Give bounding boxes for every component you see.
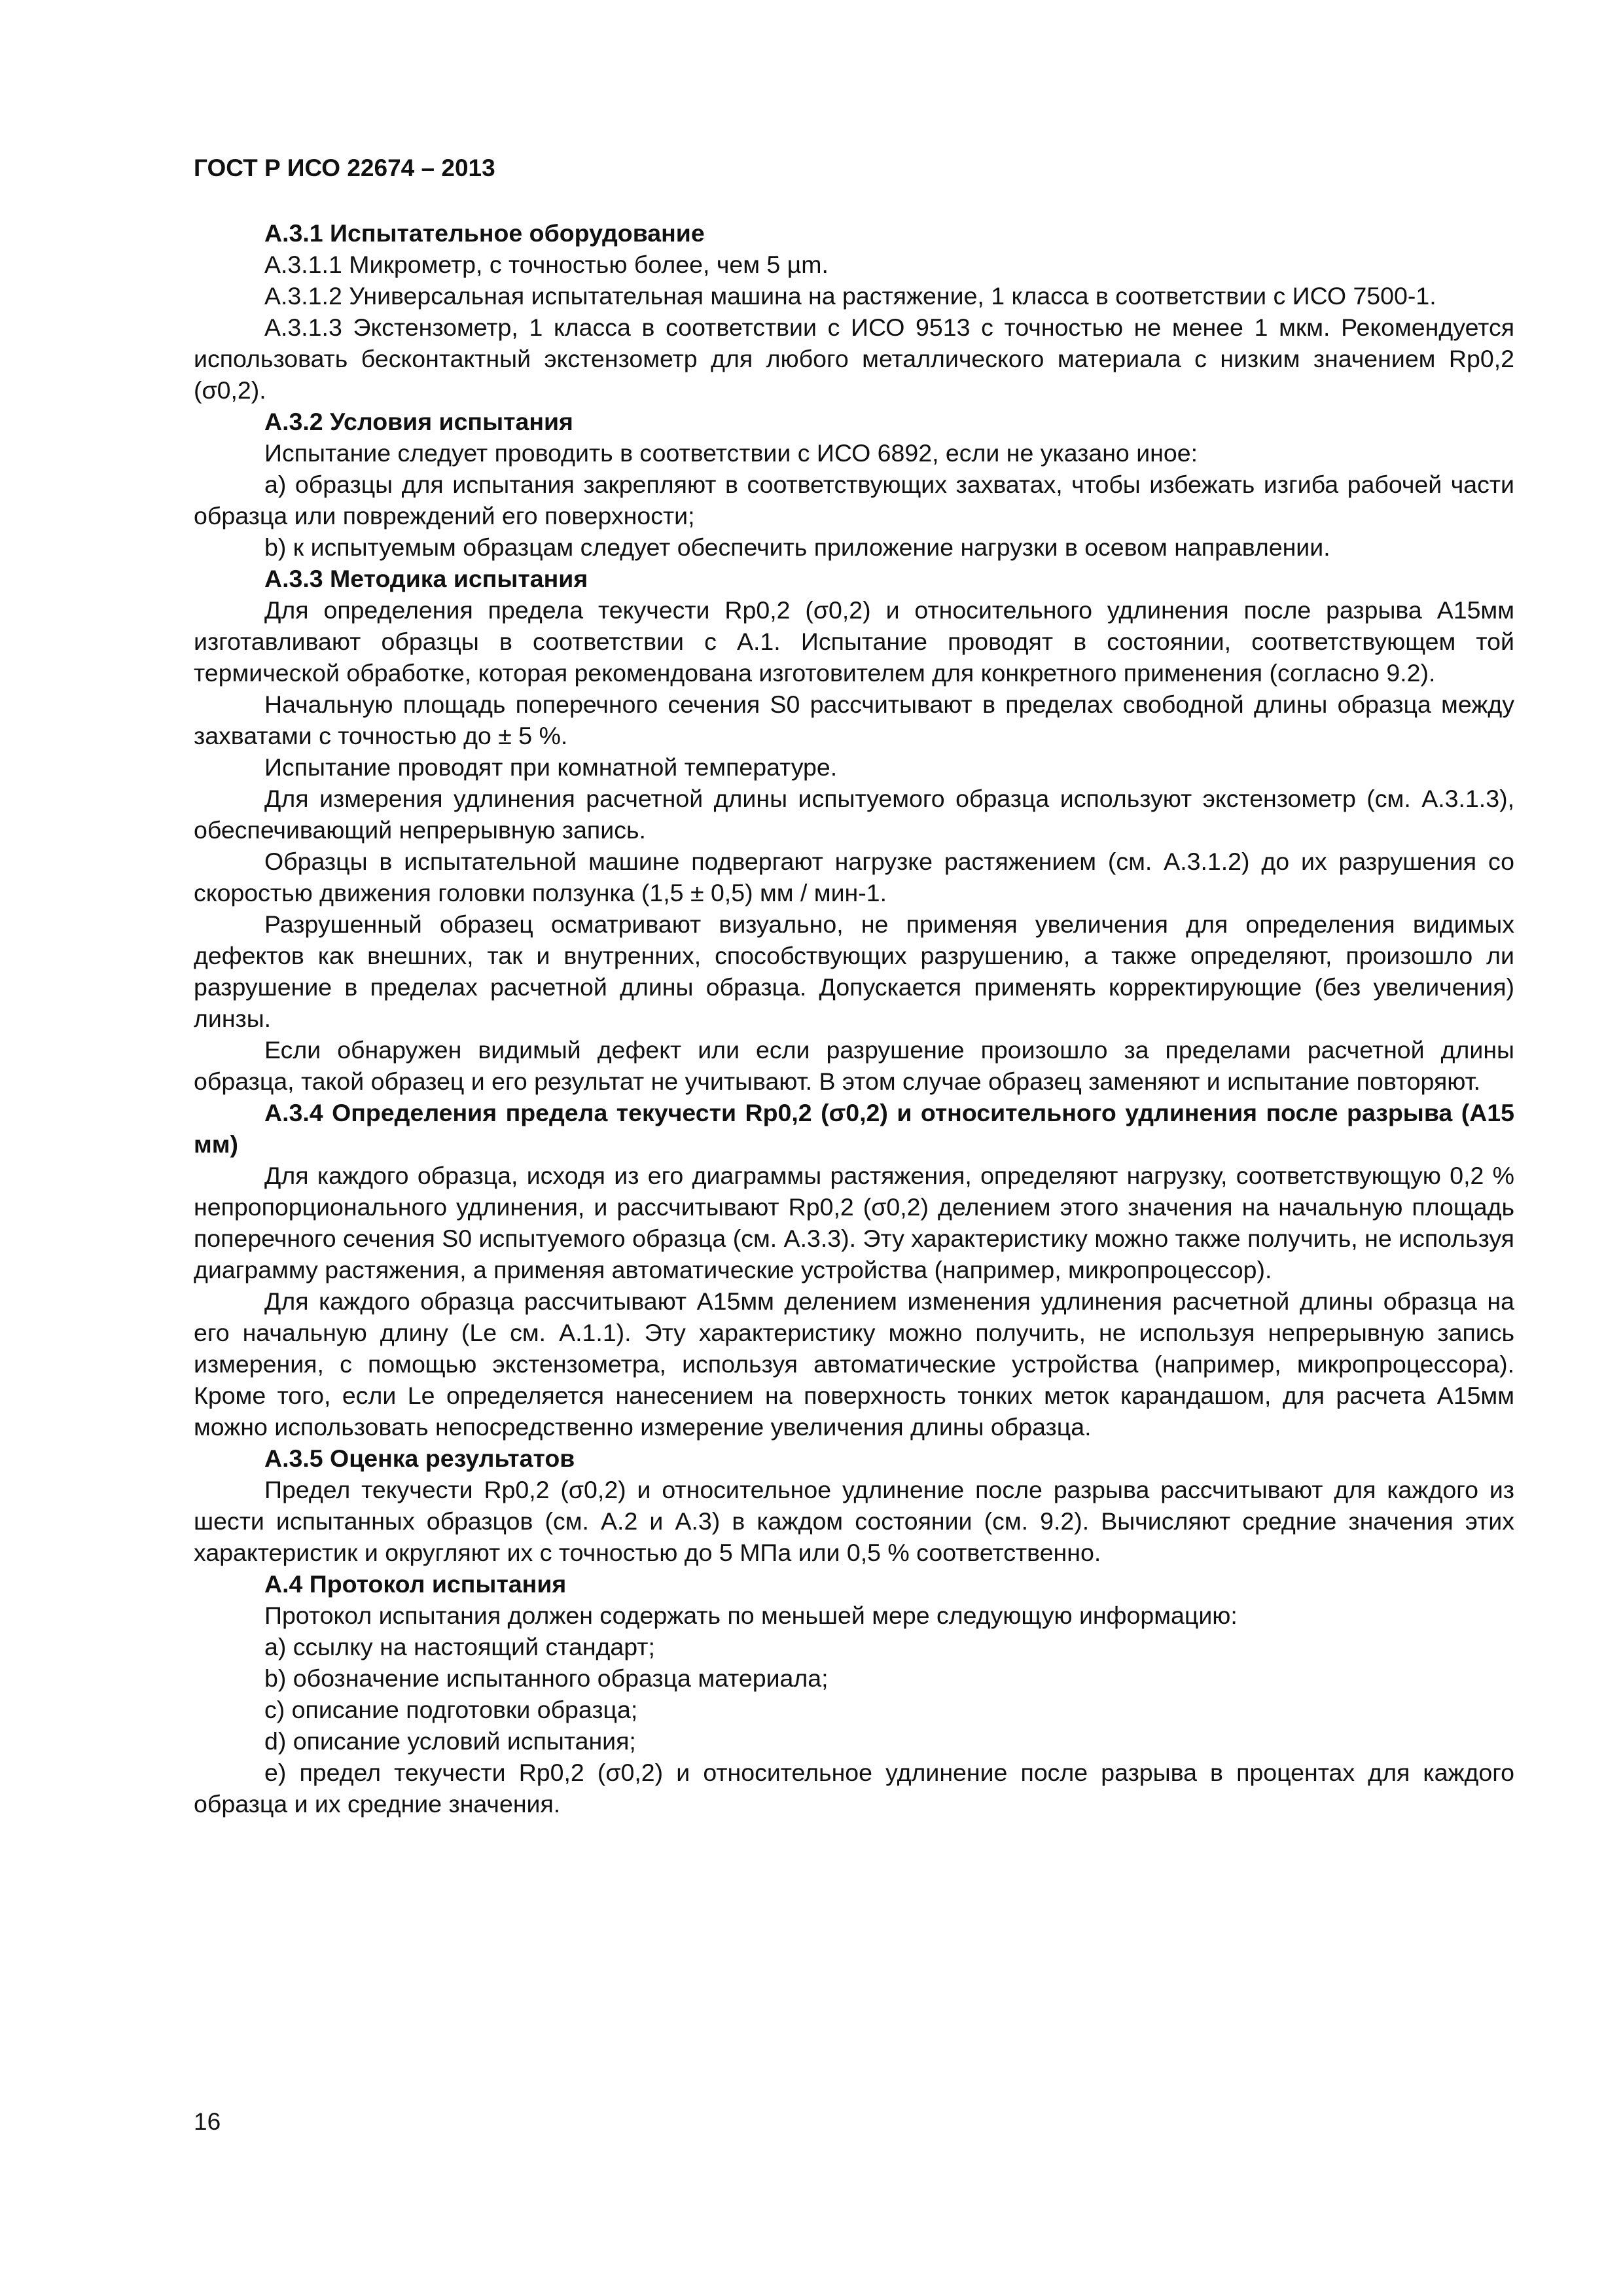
section-heading-a-3-3: А.3.3 Методика испытания — [264, 565, 588, 592]
list-item: b) к испытуемым образцам следует обеспечить приложение нагрузки в осевом направлении. — [264, 533, 1330, 561]
paragraph: Начальную площадь поперечного сечения S0 рассчитывают в пределах свободной длины образца между захватами с точностью до ± 5 %. — [194, 691, 1514, 749]
paragraph: Для определения предела текучести Rp0,2 (σ0,2) и относительного удлинения после разрыва А15мм изготавливают образцы в соответствии с А.1. Испытание проводят в состоянии, соответствующем той термической обработке, которая рекомендована изготовителем для конкретного применения (согласно 9.2). — [194, 596, 1514, 687]
paragraph: Для каждого образца, исходя из его диаграммы растяжения, определяют нагрузку, соответствующую 0,2 % непропорционального удлинения, и рассчитывают Rp0,2 (σ0,2) делением этого значения на начальную площадь поперечного сечения S0 испытуемого образца (см. А.3.3). Эту характеристику можно также получить, не используя диаграмму растяжения, а применяя автоматические устройства (например, микропроцессор). — [194, 1162, 1514, 1283]
list-item: e) предел текучести Rp0,2 (σ0,2) и относительное удлинение после разрыва в процентах для каждого образца и их средние значения. — [194, 1759, 1514, 1818]
paragraph: Образцы в испытательной машине подвергают нагрузке растяжением (см. А.3.1.2) до их разрушения со скоростью движения головки ползунка (1,5 ± 0,5) мм / мин-1. — [194, 848, 1514, 906]
paragraph: Испытание следует проводить в соответствии с ИСО 6892, если не указано иное: — [264, 439, 1198, 467]
list-item: b) обозначение испытанного образца материала; — [264, 1664, 829, 1692]
section-heading-a-4: А.4 Протокол испытания — [264, 1570, 567, 1598]
paragraph: А.3.1.3 Экстензометр, 1 класса в соответствии с ИСО 9513 с точностью не менее 1 мкм. Рекомендуется использовать бесконтактный экстензометр для любого металлического материала с низким значением Rp0,2 (σ0,2). — [194, 314, 1514, 404]
section-heading-a-3-2: А.3.2 Условия испытания — [264, 408, 573, 435]
list-item: c) описание подготовки образца; — [264, 1696, 638, 1723]
paragraph: Разрушенный образец осматривают визуально, не применяя увеличения для определения видимых дефектов как внешних, так и внутренних, способствующих разрушению, а также определяют, произошло ли разрушение в пределах расчетной длины образца. Допускается применять корректирующие (без увеличения) линзы. — [194, 910, 1514, 1032]
document-body — [194, 217, 1514, 1820]
section-heading-a-3-1: А.3.1 Испытательное оборудование — [264, 219, 705, 247]
paragraph: Если обнаружен видимый дефект или если разрушение произошло за пределами расчетной длины образца, такой образец и его результат не учитывают. В этом случае образец заменяют и испытание повторяют. — [194, 1036, 1514, 1095]
list-item: a) ссылку на настоящий стандарт; — [264, 1633, 655, 1660]
list-item: a) образцы для испытания закрепляют в соответствующих захватах, чтобы избежать изгиба рабочей части образца или повреждений его поверхности; — [194, 471, 1514, 529]
document-page — [194, 152, 1514, 1820]
document-header: ГОСТ Р ИСО 22674 – 2013 — [194, 154, 495, 181]
list-item: d) описание условий испытания; — [264, 1727, 636, 1755]
paragraph: Протокол испытания должен содержать по меньшей мере следующую информацию: — [264, 1602, 1238, 1629]
paragraph: А.3.1.2 Универсальная испытательная машина на растяжение, 1 класса в соответствии с ИСО 7500-1. — [264, 282, 1436, 310]
page-number: 16 — [194, 2108, 221, 2135]
paragraph: А.3.1.1 Микрометр, с точностью более, чем 5 µm. — [264, 251, 829, 278]
section-heading-a-3-5: А.3.5 Оценка результатов — [264, 1444, 575, 1472]
paragraph: Предел текучести Rp0,2 (σ0,2) и относительное удлинение после разрыва рассчитывают для каждого из шести испытанных образцов (см. А.2 и А.3) в каждом состоянии (см. 9.2). Вычисляют средние значения этих характеристик и округляют их с точностью до 5 МПа или 0,5 % соответственно. — [194, 1476, 1514, 1566]
paragraph: Для измерения удлинения расчетной длины испытуемого образца используют экстензометр (см. А.3.1.3), обеспечивающий непрерывную запись. — [194, 785, 1514, 844]
section-heading-a-3-4: А.3.4 Определения предела текучести Rp0,2 (σ0,2) и относительного удлинения после разрыва (А15 мм) — [194, 1099, 1514, 1158]
paragraph: Для каждого образца рассчитывают А15мм делением изменения удлинения расчетной длины образца на его начальную длину (Le см. А.1.1). Эту характеристику можно получить, не используя непрерывную запись измерения, с помощью экстензометра, используя автоматические устройства (например, микропроцессора). Кроме того, если Le определяется нанесением на поверхность тонких меток карандашом, для расчета А15мм можно использовать непосредственно измерение увеличения длины образца. — [194, 1287, 1514, 1441]
paragraph: Испытание проводят при комнатной температуре. — [264, 753, 838, 781]
